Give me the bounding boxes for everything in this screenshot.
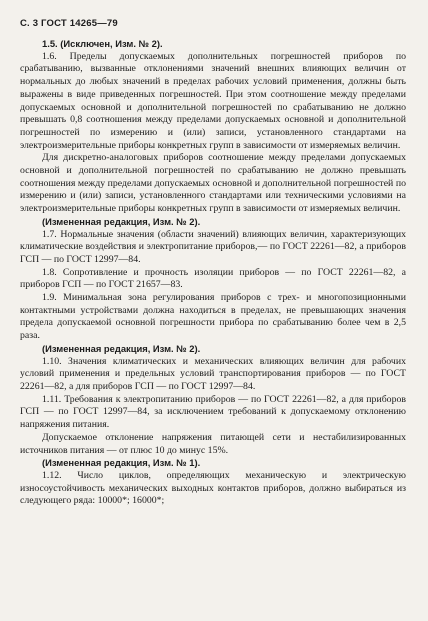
paragraph-1-6: 1.6. Пределы допускаемых дополнительных погрешностей приборов по срабатыванию, вызванные отклонениями значений внешних влияющих величин от нормальных до любых значений в пределах рабочих условий применения, должны быть выражены в виде приведенных погрешностей. При этом соотношение между пределами допускаемых основной и дополнительной погрешностей по срабатыванию не должно превышать 0,8 соотношения между пределами допускаемых основной и дополнительной погрешностей по измерению и (или) записи, установленного стандартами на электроизмерительные приборы конкретных групп в зависимости от измеряемых величин. — [20, 50, 406, 151]
paragraph-1-8: 1.8. Сопротивление и прочность изоляции приборов — по ГОСТ 22261—82, а приборов ГСП — по ГОСТ 21657—83. — [20, 266, 406, 291]
paragraph-discrete-analog: Для дискретно-аналоговых приборов соотношение между пределами допускаемых основной и дополнительной погрешностей по срабатыванию не должно превышать соотношения между пределами допускаемых основной и дополнительной погрешностей по измерению и (или) записи, установленного стандартами или техническими условиями на электроизмерительные приборы конкретных групп в зависимости от измеряемых величин. — [20, 152, 406, 215]
paragraph-voltage-tolerance: Допускаемое отклонение напряжения питающей сети и нестабилизированных источников питания — от плюс 10 до минус 15%. — [20, 431, 406, 456]
paragraph-1-9: 1.9. Минимальная зона регулирования приборов с трех- и многопозиционными контактными устройствами должна находиться в пределах, не превышающих значения предела допускаемой основной погрешности прибора по срабатыванию более чем в 2,5 раза. — [20, 292, 406, 342]
paragraph-1-11: 1.11. Требования к электропитанию приборов — по ГОСТ 22261—82, а для приборов ГСП — по ГОСТ 12997—84, за исключением требований к допускаемому отклонению напряжения питания. — [20, 393, 406, 431]
paragraph-1-5: 1.5. (Исключен, Изм. № 2). — [42, 38, 163, 49]
page-header: С. 3 ГОСТ 14265—79 — [20, 18, 118, 29]
revision-note: (Измененная редакция, Изм. № 2). — [42, 215, 201, 227]
paragraph-1-7: 1.7. Нормальные значения (области значений) влияющих величин, характеризующих климатические воздействия и электропитание приборов,— по ГОСТ 22261—82, а приборов ГСП — по ГОСТ 12997—84. — [20, 228, 406, 265]
paragraph-1-12: 1.12. Число циклов, определяющих механическую и электрическую износоустойчивость механических выходных контактов приборов, должно выбираться из следующего ряда: 10000*; 16000*; — [20, 469, 406, 507]
document-body — [20, 38, 406, 508]
paragraph-1-10: 1.10. Значения климатических и механических влияющих величин для рабочих условий применения и предельных условий транспортирования приборов — по ГОСТ 22261—82, а для приборов ГСП — по ГОСТ 12997—84. — [20, 355, 406, 392]
revision-note: (Измененная редакция, Изм. № 1). — [42, 457, 201, 469]
revision-note: (Измененная редакция, Изм. № 2). — [42, 342, 201, 354]
